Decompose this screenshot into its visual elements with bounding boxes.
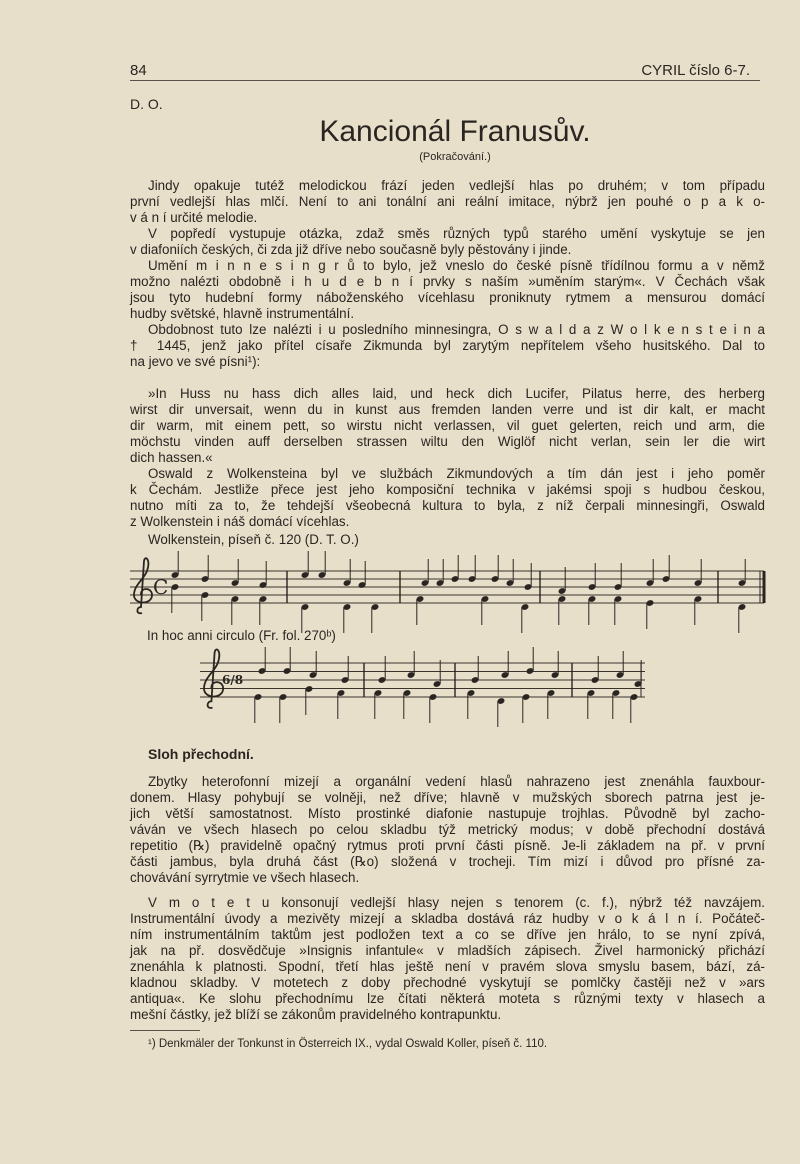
text-line: dich hassen.« <box>130 450 213 465</box>
text-line: möchstu vinden auff derselben strassen wiltu den Wiglöf nicht verlan, sein ler die wirt <box>130 434 765 449</box>
treble-clef-icon <box>204 649 223 708</box>
text-line: váván ve všech hlasech po celou skladbu týž metrický modus; v době přechodní dostává <box>130 822 765 837</box>
text-line: repetitio (℞) pravidelně opačný rytmus proti první části písně. Je-li základem na př. v první <box>130 838 765 853</box>
text-line: jich větší samostatnost. Místo prostinké diafonie nastupuje trojhlas. Původně byl zacho- <box>130 806 765 821</box>
text-line: Obdobnost tuto lze nalézti i u posledního minnesingra, O s w a l d a z W o l k e n s t e i n a <box>148 322 765 337</box>
footnote-rule <box>130 1030 200 1031</box>
text-line: k Čechám. Jestliže přece jest jeho komposiční technika v jakémsi spoji s hudbou českou, <box>130 482 765 497</box>
text-line: V popředí vystupuje otázka, zdaž směs různých typů starého umění vyskytuje se jen <box>148 226 765 241</box>
text-line: Oswald z Wolkensteina byl ve službách Zikmundových a tím dán jest i jeho poměr <box>148 466 765 481</box>
music-caption-2: In hoc anni circulo (Fr. fol. 270ᵇ) <box>147 628 336 643</box>
text-line: znenáhla k platnosti. Spodní, třetí hlas ještě není v pravém slova smyslu basem, bází, zá- <box>130 959 765 974</box>
text-line: kladnou skladby. V motetech z doby přechodné vyskytují se pomlčky častěji než v »ars <box>130 975 765 990</box>
text-line: chovávání syrrytmie ve všech hlasech. <box>130 870 360 885</box>
text-line: na jevo ve své písni¹): <box>130 354 261 369</box>
text-line: jak na př. dosvědčuje »Insignis infantule« v mladších zápisech. Živel harmonický přichází <box>130 943 765 958</box>
article-title: Kancionál Franusův. <box>319 115 591 148</box>
paragraph <box>130 895 765 1023</box>
text-line: »In Huss nu hass dich alles laid, und heck dich Lucifer, Pilatus herre, des herberg <box>148 386 765 401</box>
footnote: ¹) Denkmäler der Tonkunst in Österreich IX., vydal Oswald Koller, píseň č. 110. <box>148 1038 548 1050</box>
text-line: † 1445, jenž jako přítel císaře Zikmunda byl zarytým nepřítelem všeho husitského. Dal to <box>130 338 765 353</box>
text-line: nutno míti za to, že tehdejší všeobecná kultura to byla, z níž čerpali minnesingři, Oswald <box>130 498 765 513</box>
article-subtitle: (Pokračování.) <box>419 151 491 163</box>
music-caption-1: Wolkenstein, píseň č. 120 (D. T. O.) <box>148 532 359 547</box>
author-initials: D. O. <box>130 96 163 112</box>
paragraph <box>130 774 765 886</box>
text-line: Zbytky heterofonní mizejí a organální vedení hlasů nahrazeno jest znenáhla fauxbour- <box>148 774 765 789</box>
text-line: z Wolkenstein i náš domácí vícehlas. <box>130 514 350 529</box>
text-line: hudby světské, hlavně instrumentální. <box>130 306 355 321</box>
text-line: V m o t e t u konsonují vedlejší hlasy nejen s tenorem (c. f.), nýbrž též navzájem. <box>148 895 765 910</box>
text-line: Jindy opakuje tutéž melodickou frází jeden vedlejší hlas po druhém; v tom případu <box>148 178 765 193</box>
text-line: Instrumentální úvody a mezivěty mizejí a skladba dostává ráz hudby v o k á l n í. Počáteč- <box>130 911 765 926</box>
time-signature-1: C <box>153 575 169 599</box>
text-line: v diafoniích českých, či zda již dříve nebo současně byly pěstovány i jinde. <box>130 242 572 257</box>
text-line: první vedlejší hlas mlčí. Není to ani tonální ani reální imitace, nýbrž jen pouhé o p a k o- <box>130 194 765 209</box>
section-heading: Sloh přechodní. <box>148 746 254 762</box>
text-line: části jambus, byla druhá část (℞o) složená v trocheji. Tím mizí i důvod pro přísné za- <box>130 854 765 869</box>
text-line: možno nalézti obdobně i h u d e b n í prvky s naším »uměním starým«. V Čechách však <box>130 274 765 289</box>
text-line: wirst dir unversait, wenn du in kunst aus fremden landen verre und ist dir kalt, er macht <box>130 402 765 417</box>
time-signature-2: 6/8 <box>222 673 244 687</box>
text-line: ním instrumentálním taktům jest podložen text a co se dříve jen hrálo, to se nyní zpívá, <box>130 927 765 942</box>
journal-header: CYRIL číslo 6-7. <box>641 62 750 79</box>
text-line: antiqua«. Ke slohu přechodnímu lze čítati některá moteta s různými texty v hlasech a <box>130 991 765 1006</box>
text-line: mešní částky, jež blíží se zákonům pravidelného kontrapunktu. <box>130 1007 502 1022</box>
text-line: v á n í určité melodie. <box>130 210 258 225</box>
text-line: Umění m i n n e s i n g r ů to bylo, jež vneslo do české písně třídílnou formu a v němž <box>148 258 765 273</box>
page-number: 84 <box>130 62 147 79</box>
text-line: dir warm, mit einem pett, so wirstu nicht verlassen, vil guet gelerten, reich und arm, die <box>130 418 765 433</box>
text-line: donem. Hlasy pohybují se volněji, než dříve; hlavně v mužských sborech patrna jest je- <box>130 790 765 805</box>
text-line: jsou tyto hudební formy náboženského vícehlasu proniknuty rytmem a mensurou domácí <box>130 290 765 305</box>
treble-clef-icon <box>134 558 152 613</box>
